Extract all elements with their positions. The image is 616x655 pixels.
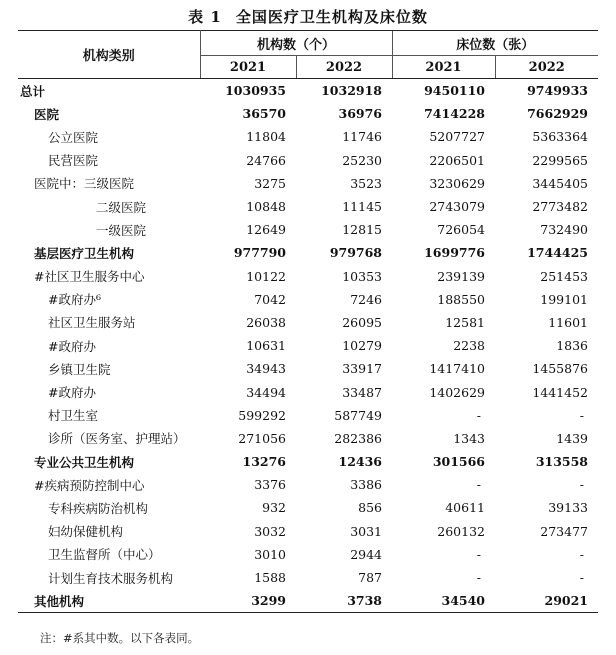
table-row: [18, 404, 598, 427]
footnote: 注：#系其中数。以下各表同。: [40, 631, 200, 645]
cell-value: 10279: [342, 338, 382, 354]
table-row: [18, 288, 598, 311]
table-body: [18, 79, 598, 613]
cell-value: 3010: [254, 546, 286, 562]
cell-value: 39133: [548, 500, 588, 516]
cell-value: 3523: [350, 175, 382, 191]
cell-value: 3032: [254, 523, 286, 539]
cell-value: 34540: [392, 589, 495, 613]
header-year: 2021: [392, 56, 495, 79]
header-institutions: 机构数（个）: [200, 31, 392, 56]
cell-value: 273477: [540, 523, 588, 539]
header-beds: 床位数（张）: [392, 31, 598, 56]
cell-value: 2944: [350, 546, 382, 562]
table-row: [18, 102, 598, 125]
row-label: 专科疾病防治机构: [48, 500, 149, 516]
row-label: #社区卫生服务中心: [34, 269, 145, 285]
table-row: [18, 427, 598, 450]
cell-value: -: [476, 570, 481, 586]
table-row: [18, 79, 598, 103]
row-label: #政府办: [48, 385, 96, 401]
cell-value: 599292: [238, 407, 286, 423]
row-label: 卫生监督所（中心）: [48, 547, 161, 563]
cell-value: 7662929: [527, 106, 588, 122]
row-label: 社区卫生服务站: [48, 315, 136, 331]
cell-value: 2206501: [429, 152, 485, 168]
row-label: 医院: [34, 106, 60, 122]
cell-value: 29021: [495, 589, 598, 613]
cell-value: 24766: [246, 152, 286, 168]
row-label: 诊所（医务室、护理站）: [48, 431, 186, 447]
table-row: [18, 589, 598, 613]
cell-value: 787: [358, 570, 382, 586]
cell-value: -: [579, 546, 584, 562]
table-number: 表 1: [188, 8, 222, 26]
row-label: #政府办: [48, 338, 96, 354]
cell-value: 282386: [334, 430, 382, 446]
cell-value: 856: [358, 500, 382, 516]
header-category: 机构类别: [18, 31, 200, 79]
cell-value: 977790: [233, 245, 286, 261]
cell-value: 1836: [556, 338, 588, 354]
table-row: [18, 473, 598, 496]
cell-value: -: [579, 407, 584, 423]
header-year: 2021: [200, 56, 296, 79]
table-row: [18, 496, 598, 519]
cell-value: 260132: [437, 523, 485, 539]
row-label: #政府办⁶: [48, 292, 101, 308]
cell-value: -: [476, 546, 481, 562]
cell-value: 3386: [350, 477, 382, 493]
table-row: [18, 241, 598, 264]
cell-value: 726054: [437, 222, 485, 238]
cell-value: 10122: [246, 268, 286, 284]
row-label: 民营医院: [48, 153, 99, 169]
table-row: [18, 543, 598, 566]
row-label: 专业公共卫生机构: [34, 454, 135, 470]
table-row: [18, 265, 598, 288]
cell-value: 11145: [342, 199, 382, 215]
cell-value: 9450110: [424, 83, 485, 99]
table-title: [0, 6, 616, 27]
cell-value: 25230: [342, 152, 382, 168]
row-label: 公立医院: [48, 129, 99, 145]
cell-value: 10631: [246, 338, 286, 354]
cell-value: 7042: [254, 291, 286, 307]
cell-value: 11804: [246, 129, 286, 145]
cell-value: 199101: [540, 291, 588, 307]
row-label: 总计: [20, 83, 46, 99]
cell-value: 3031: [350, 523, 382, 539]
cell-value: 33917: [342, 361, 382, 377]
cell-value: 2299565: [532, 152, 588, 168]
cell-value: 1744425: [527, 245, 588, 261]
table-row: [18, 311, 598, 334]
cell-value: 34943: [246, 361, 286, 377]
table-row: [18, 520, 598, 543]
cell-value: 7246: [350, 291, 382, 307]
row-label: 医院中：三级医院: [34, 176, 135, 192]
cell-value: 7414228: [424, 106, 485, 122]
cell-value: 1032918: [321, 83, 382, 99]
cell-value: 11601: [548, 314, 588, 330]
cell-value: 5363364: [532, 129, 588, 145]
table-row: [18, 357, 598, 380]
row-label: #疾病预防控制中心: [34, 477, 145, 493]
cell-value: 2773482: [532, 199, 588, 215]
cell-value: -: [579, 477, 584, 493]
cell-value: 1588: [254, 570, 286, 586]
cell-value: 1439: [556, 430, 588, 446]
cell-value: 1441452: [532, 384, 588, 400]
table-title-text: 全国医疗卫生机构及床位数: [235, 8, 428, 26]
table-row: [18, 334, 598, 357]
cell-value: 1455876: [532, 361, 588, 377]
table-row: [18, 218, 598, 241]
cell-value: 1030935: [225, 83, 286, 99]
cell-value: -: [476, 477, 481, 493]
cell-value: 40611: [445, 500, 485, 516]
table-row: [18, 380, 598, 403]
header-year: 2022: [296, 56, 392, 79]
cell-value: 13276: [242, 454, 286, 470]
row-label: 乡镇卫生院: [48, 361, 111, 377]
cell-value: 3275: [254, 175, 286, 191]
cell-value: 3376: [254, 477, 286, 493]
table-row: [18, 450, 598, 473]
cell-value: 12436: [338, 454, 382, 470]
cell-value: 10848: [246, 199, 286, 215]
cell-value: 301566: [432, 454, 485, 470]
cell-value: 313558: [535, 454, 588, 470]
table-row: [18, 566, 598, 589]
cell-value: 5207727: [429, 129, 485, 145]
cell-value: 26038: [246, 314, 286, 330]
cell-value: 1343: [453, 430, 485, 446]
cell-value: -: [579, 570, 584, 586]
cell-value: 3230629: [429, 175, 485, 191]
cell-value: 10353: [342, 268, 382, 284]
cell-value: 1699776: [424, 245, 485, 261]
header-year: 2022: [495, 56, 598, 79]
cell-value: 36570: [242, 106, 286, 122]
row-label: 计划生育技术服务机构: [48, 570, 174, 586]
cell-value: -: [476, 407, 481, 423]
cell-value: 239139: [437, 268, 485, 284]
row-label: 妇幼保健机构: [48, 524, 124, 540]
cell-value: 1417410: [429, 361, 485, 377]
table-row: [18, 125, 598, 148]
row-label: 一级医院: [96, 222, 147, 238]
cell-value: 3299: [200, 589, 296, 613]
cell-value: 251453: [540, 268, 588, 284]
cell-value: 9749933: [527, 83, 588, 99]
cell-value: 979768: [329, 245, 382, 261]
cell-value: 3445405: [532, 175, 588, 191]
cell-value: 732490: [540, 222, 588, 238]
cell-value: 33487: [342, 384, 382, 400]
cell-value: 26095: [342, 314, 382, 330]
data-table: [18, 30, 598, 613]
row-label: 二级医院: [96, 199, 147, 215]
cell-value: 188550: [437, 291, 485, 307]
row-label: 村卫生室: [48, 408, 99, 424]
cell-value: 11746: [342, 129, 382, 145]
cell-value: 1402629: [429, 384, 485, 400]
cell-value: 36976: [338, 106, 382, 122]
cell-value: 932: [262, 500, 286, 516]
cell-value: 587749: [334, 407, 382, 423]
row-label: 基层医疗卫生机构: [34, 245, 135, 261]
cell-value: 271056: [238, 430, 286, 446]
cell-value: 2238: [453, 338, 485, 354]
cell-value: 2743079: [429, 199, 485, 215]
table-row: [18, 149, 598, 172]
table-row: [18, 172, 598, 195]
row-label: 其他机构: [18, 589, 200, 613]
cell-value: 12815: [342, 222, 382, 238]
table-row: [18, 195, 598, 218]
cell-value: 3738: [296, 589, 392, 613]
cell-value: 34494: [246, 384, 286, 400]
cell-value: 12581: [445, 314, 485, 330]
cell-value: 12649: [246, 222, 286, 238]
